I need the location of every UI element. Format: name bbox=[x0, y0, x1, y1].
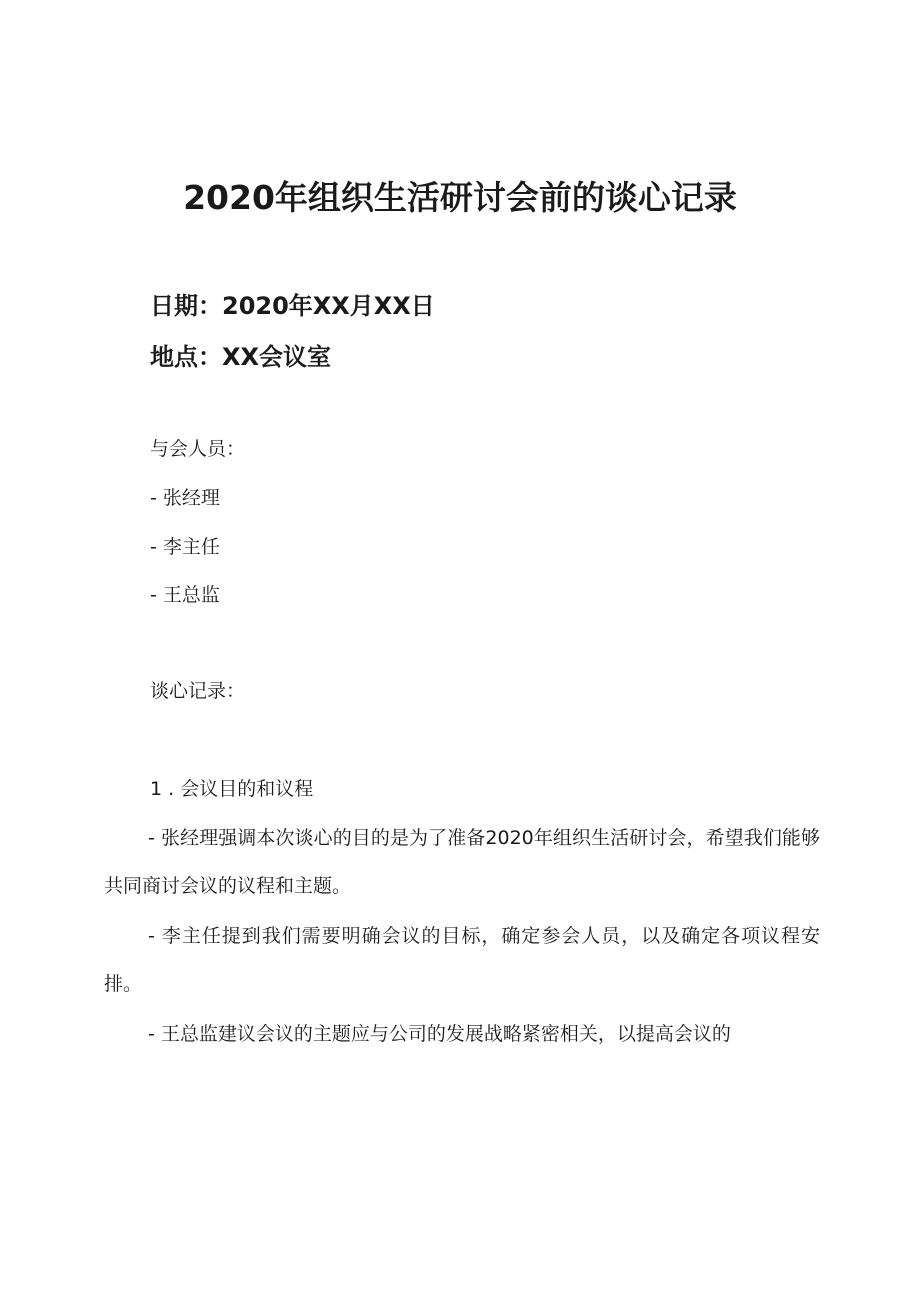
document-title: 2020年组织生活研讨会前的谈心记录 bbox=[183, 178, 737, 217]
attendee-item: - 李主任 bbox=[150, 536, 220, 558]
record-paragraph: - 王总监建议会议的主题应与公司的发展战略紧密相关，以提高会议的 bbox=[148, 1023, 731, 1045]
meeting-date: 日期：2020年XX月XX日 bbox=[150, 292, 435, 320]
records-label: 谈心记录： bbox=[150, 680, 246, 702]
attendee-item: - 王总监 bbox=[150, 584, 220, 606]
record-paragraph: - 李主任提到我们需要明确会议的目标，确定参会人员，以及确定各项议程安排。 bbox=[104, 925, 820, 995]
section-heading: 1 . 会议目的和议程 bbox=[150, 778, 314, 800]
meeting-place: 地点：XX会议室 bbox=[150, 343, 332, 371]
attendees-label: 与会人员： bbox=[150, 438, 246, 460]
record-paragraph: - 张经理强调本次谈心的目的是为了准备2020年组织生活研讨会，希望我们能够共同商讨会议的议程和主题。 bbox=[104, 827, 820, 897]
attendee-item: - 张经理 bbox=[150, 487, 220, 509]
